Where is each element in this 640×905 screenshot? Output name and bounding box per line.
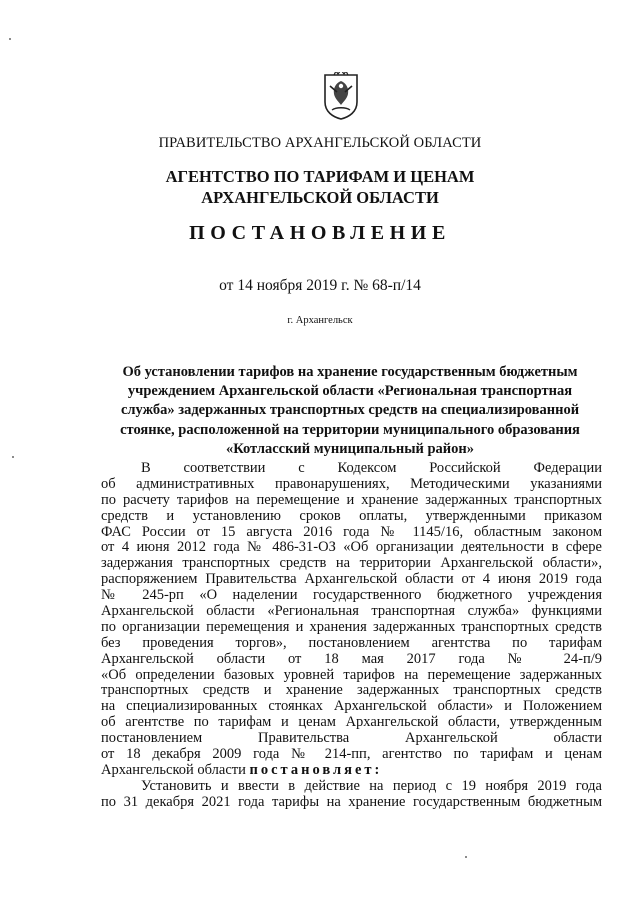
- body-line: ФАС России от 15 августа 2016 года № 1145/16, областным законом: [101, 524, 602, 540]
- resolution-keyword: постановляет:: [249, 762, 383, 778]
- item-line: Установить и ввести в действие на период с 19 ноября 2019 года: [141, 778, 602, 794]
- document-body: [101, 461, 602, 811]
- coat-of-arms-icon: [322, 72, 360, 120]
- agency-name-line-1: АГЕНТСТВО ПО ТАРИФАМ И ЦЕНАМ: [165, 167, 475, 186]
- body-line: об административных правонарушениях, Методическими указаниями: [101, 476, 602, 492]
- document-type: ПОСТАНОВЛЕНИЕ: [189, 222, 451, 244]
- body-line: постановлением Правительства Архангельской области: [101, 731, 602, 747]
- body-line: об агентстве по тарифам и ценам Архангельской области, утвержденным: [101, 715, 602, 731]
- body-line-final: [101, 763, 602, 779]
- body-line: задержания транспортных средств на территории Архангельской области»,: [101, 556, 602, 572]
- agency-name: [0, 166, 640, 208]
- body-line: средств и установлению сроков оплаты, утвержденными приказом: [101, 508, 602, 524]
- body-line: № 245-рп «О наделении государственного бюджетного учреждения: [101, 588, 602, 604]
- title-line: стоянке, расположенной на территории муниципального образования: [120, 421, 580, 438]
- body-line: без проведения торгов», постановлением агентства по тарифам: [101, 635, 602, 651]
- body-line: от 18 декабря 2009 года № 214-пп, агентство по тарифам и ценам: [101, 747, 602, 763]
- scan-speck: [465, 856, 467, 858]
- body-line: Архангельской области «Региональная транспортная служба» функциями: [101, 604, 602, 620]
- item-line: по 31 декабря 2021 года тарифы на хранение государственным бюджетным: [101, 794, 602, 810]
- government-name: ПРАВИТЕЛЬСТВО АРХАНГЕЛЬСКОЙ ОБЛАСТИ: [158, 135, 482, 151]
- body-line: Архангельской области от 18 мая 2017 года № 24-п/9: [101, 651, 602, 667]
- body-line: по расчету тарифов на перемещение и хранение задержанных транспортных: [101, 492, 602, 508]
- body-line-prefix: Архангельской области: [101, 762, 250, 778]
- scan-speck: [12, 456, 14, 458]
- document-city: г. Архангельск: [287, 315, 353, 326]
- body-line: транспортных средств и хранение задержанных транспортных средств: [101, 683, 602, 699]
- document-title: [100, 363, 600, 459]
- body-line: на специализированных стоянках Архангельской области» и Положением: [101, 699, 602, 715]
- body-line: распоряжением Правительства Архангельской области от 4 июня 2019 года: [101, 572, 602, 588]
- body-line: В соответствии с Кодексом Российской Федерации: [141, 461, 602, 476]
- scan-speck: [9, 38, 11, 40]
- title-line: Об установлении тарифов на хранение государственным бюджетным: [122, 364, 578, 380]
- title-line: учреждением Архангельской области «Региональная транспортная: [127, 383, 573, 400]
- agency-name-line-2: АРХАНГЕЛЬСКОЙ ОБЛАСТИ: [201, 188, 439, 207]
- body-line: «Об определении базовых уровней тарифов на перемещение задержанных: [101, 667, 602, 683]
- title-line: служба» задержанных транспортных средств на специализированной: [120, 402, 580, 419]
- title-line: «Котласский муниципальный район»: [225, 440, 475, 457]
- document-date-number: от 14 ноября 2019 г. № 68-п/14: [219, 277, 421, 294]
- body-line: по организации перемещения и хранения задержанных транспортных средств: [101, 619, 602, 635]
- body-line: от 4 июня 2012 года № 486-31-ОЗ «Об организации деятельности в сфере: [101, 540, 602, 556]
